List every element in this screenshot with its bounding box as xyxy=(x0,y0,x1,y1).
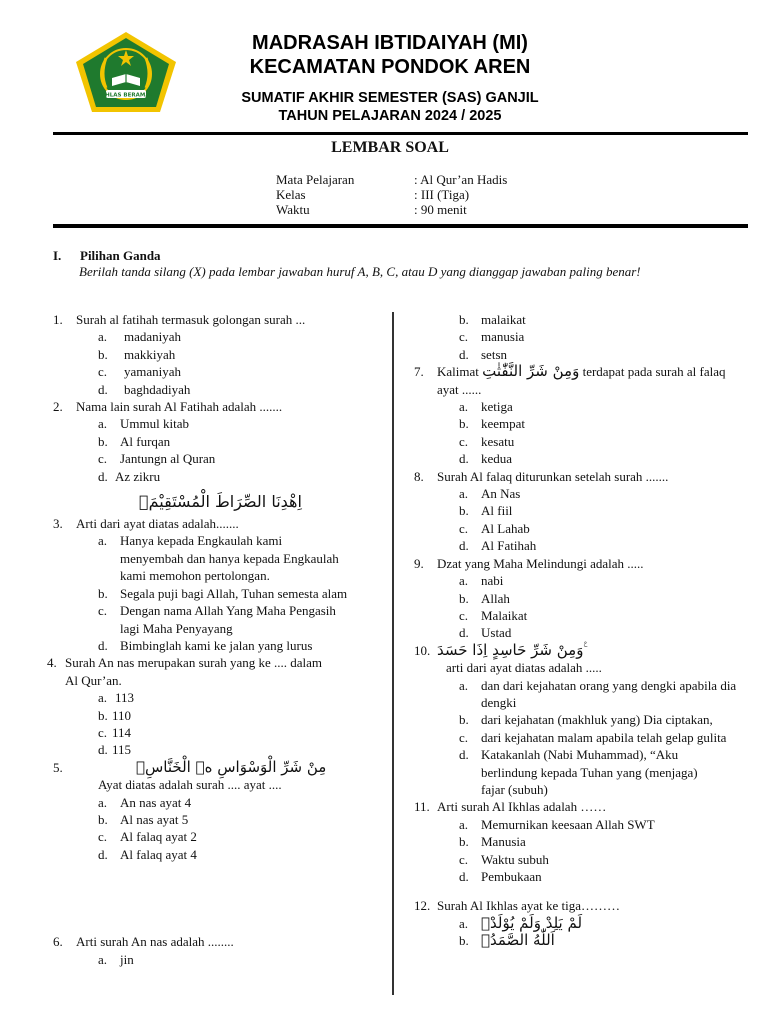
option-text: malaikat xyxy=(481,312,526,327)
option xyxy=(53,415,388,432)
option-text: An Nas xyxy=(481,486,521,502)
question-text xyxy=(437,363,744,398)
question-text: Dzat yang Maha Melindungi adalah ..... xyxy=(437,555,644,571)
option-letter: c. xyxy=(98,603,108,619)
option xyxy=(53,828,388,845)
option-letter: b. xyxy=(459,312,469,327)
option-letter: a. xyxy=(459,399,469,415)
school-name-line1: MADRASAH IBTIDAIYAH (MI) xyxy=(252,32,528,54)
option-text: Al Lahab xyxy=(481,520,530,536)
option xyxy=(53,363,388,380)
option-text: Malaikat xyxy=(481,607,528,623)
question-number: 7. xyxy=(414,364,424,380)
question-text: Surah Al Ikhlas ayat ke tiga……… xyxy=(437,898,621,914)
school-name-line2: KECAMATAN PONDOK AREN xyxy=(249,56,531,78)
question-number: 5. xyxy=(53,759,63,775)
option-text: Memurnikan keesaan Allah SWT xyxy=(481,816,655,832)
option-letter: c. xyxy=(98,451,108,467)
option-letter: b. xyxy=(459,416,469,432)
option-text: Segala puji bagi Allah, Tuhan semesta alam xyxy=(120,585,348,601)
question-7 xyxy=(414,363,744,398)
option xyxy=(414,572,744,589)
option xyxy=(53,433,388,450)
option-letter: a. xyxy=(459,677,469,693)
info-value: : III (Tiga) xyxy=(414,187,470,202)
option-letter: c. xyxy=(459,607,469,623)
option-text: Waktu subuh xyxy=(481,851,549,867)
option-letter: b. xyxy=(98,346,108,362)
option xyxy=(53,532,388,584)
option-letter: c. xyxy=(459,433,469,449)
option-text: Jantungn al Quran xyxy=(120,451,216,467)
option xyxy=(53,637,388,654)
spacer xyxy=(53,863,388,933)
question-5 xyxy=(53,759,388,776)
question-number: 9. xyxy=(414,555,424,571)
option-letter: a. xyxy=(98,329,108,345)
exam-title-line1: SUMATIF AKHIR SEMESTER (SAS) GANJIL xyxy=(241,90,539,106)
option xyxy=(414,624,744,641)
option xyxy=(414,711,744,728)
option-letter: a. xyxy=(98,533,108,549)
option-letter: c. xyxy=(459,329,469,345)
option-letter: a. xyxy=(459,915,469,931)
question-6 xyxy=(53,933,388,950)
option-text: Al falaq ayat 2 xyxy=(120,829,197,845)
option-text: Al nas ayat 5 xyxy=(120,811,189,827)
option xyxy=(414,729,744,746)
option-text: 115 xyxy=(112,742,132,758)
option-text: manusia xyxy=(481,329,525,345)
option-letter: d. xyxy=(459,451,469,467)
info-row-subject xyxy=(276,172,507,187)
question-number: 2. xyxy=(53,399,63,415)
question-8 xyxy=(414,468,744,485)
option-letter: a. xyxy=(98,690,108,706)
option xyxy=(53,346,388,363)
option-text: Al fiil xyxy=(481,503,513,519)
option xyxy=(53,951,388,968)
question-text: Surah Al falaq diturunkan setelah surah ....... xyxy=(437,468,669,484)
option xyxy=(414,537,744,554)
ayah-text: وَمِنْ شَرِّ حَاسِدٍ اِذَا حَسَدَ ࣖ xyxy=(437,640,588,659)
question-4 xyxy=(47,654,388,689)
option xyxy=(53,724,388,741)
option-letter: c. xyxy=(98,364,108,380)
info-value: : Al Qur’an Hadis xyxy=(414,172,508,187)
question-9 xyxy=(414,555,744,572)
question-12 xyxy=(414,897,744,914)
option-letter: c. xyxy=(98,724,108,740)
question-text: Surah al fatihah termasuk golongan surah ... xyxy=(76,312,306,327)
option xyxy=(414,485,744,502)
option-letter: b. xyxy=(98,585,108,601)
option-text: Dengan nama Allah Yang Maha Pengasih lagi Maha Penyayang xyxy=(120,603,336,636)
info-key: Kelas xyxy=(276,187,306,202)
option xyxy=(53,741,388,758)
option-text: Manusia xyxy=(481,834,526,850)
option-letter: d. xyxy=(98,637,108,653)
option-letter: d. xyxy=(459,625,469,641)
option-letter: b. xyxy=(459,933,469,949)
option xyxy=(414,346,744,363)
question-number: 6. xyxy=(53,934,63,950)
question-3 xyxy=(53,515,388,532)
option-text: madaniyah xyxy=(124,329,182,345)
option-text: baghdadiyah xyxy=(124,381,191,397)
option-text: setsn xyxy=(481,346,507,362)
option-text: nabi xyxy=(481,573,504,589)
ayah-text: مِنْ شَرِّ الْوَسْوَاسِ ەۙ الْخَنَّاسِۖ xyxy=(136,757,327,776)
option-letter: a. xyxy=(459,816,469,832)
exam-title-line2: TAHUN PELAJARAN 2024 / 2025 xyxy=(278,108,502,124)
option xyxy=(53,381,388,398)
section-instruction: Berilah tanda silang (X) pada lembar jawaban huruf A, B, C, atau D yang dianggap jawaban paling benar! xyxy=(79,264,641,279)
option-letter: d. xyxy=(459,747,469,763)
option xyxy=(414,520,744,537)
option xyxy=(53,846,388,863)
option-letter: a. xyxy=(98,416,108,432)
option-letter: a. xyxy=(98,794,108,810)
svg-text:IKHLAS BERAMAL: IKHLAS BERAMAL xyxy=(98,92,154,99)
question-text-prefix: Kalimat xyxy=(437,364,479,380)
option-letter: a. xyxy=(459,573,469,589)
option xyxy=(53,602,388,637)
option xyxy=(414,450,744,467)
option-text: Al furqan xyxy=(120,433,171,449)
option-text: makkiyah xyxy=(124,346,176,362)
option-text: kedua xyxy=(481,451,513,467)
option-letter: d. xyxy=(459,538,469,554)
option-text: Ummul kitab xyxy=(120,416,189,432)
option-letter: b. xyxy=(459,834,469,850)
section-heading xyxy=(53,248,161,264)
spacer xyxy=(414,885,744,897)
question-11 xyxy=(414,798,744,815)
option-letter: b. xyxy=(459,590,469,606)
ayah-text: اِهْدِنَا الصِّرَاطَ الْمُسْتَقِيْمَۙ xyxy=(139,492,302,512)
info-value: : 90 menit xyxy=(414,202,467,217)
option-letter: a. xyxy=(98,951,108,967)
option-letter: d. xyxy=(98,468,108,484)
question-text: Ayat diatas adalah surah .... ayat .... xyxy=(98,777,282,793)
question-text: Nama lain surah Al Fatihah adalah ....... xyxy=(76,399,283,415)
option-text: kesatu xyxy=(481,433,515,449)
option-letter: c. xyxy=(98,829,108,845)
option-text: ketiga xyxy=(481,399,513,415)
option-letter: b. xyxy=(98,811,108,827)
question-text-suffix: terdapat pada surah al falaq ayat ...... xyxy=(437,364,726,397)
question-2 xyxy=(53,398,388,415)
option xyxy=(414,502,744,519)
option xyxy=(414,677,744,712)
option-text: اَللّٰهُ الصَّمَدُۚ xyxy=(481,931,555,950)
option-letter: d. xyxy=(459,869,469,884)
option-text: Katakanlah (Nabi Muhammad), “Aku berlindung kepada Tuhan yang (menjaga) fajar (subuh) xyxy=(481,747,698,797)
question-number: 10. xyxy=(414,642,431,658)
option xyxy=(53,794,388,811)
option-text: An nas ayat 4 xyxy=(120,794,192,810)
option xyxy=(414,932,744,949)
option-text: Hanya kepada Engkaulah kami menyembah dan hanya kepada Engkaulah kami memohon pertolongan. xyxy=(120,533,339,584)
exam-info xyxy=(276,172,507,217)
question-text: arti dari ayat diatas adalah ..... xyxy=(446,660,602,676)
option xyxy=(414,833,744,850)
option-text: Az zikru xyxy=(115,468,161,484)
info-key: Waktu xyxy=(276,202,310,217)
question-column-right xyxy=(414,311,744,950)
option-letter: c. xyxy=(459,729,469,745)
option-text: Al Fatihah xyxy=(481,538,537,554)
option-text: لَمْ يَلِدْ وَلَمْ يُوْلَدْۙ xyxy=(481,913,583,932)
option xyxy=(53,450,388,467)
info-row-class xyxy=(276,187,507,202)
option xyxy=(414,607,744,624)
question-text: Arti dari ayat diatas adalah....... xyxy=(76,516,239,532)
option xyxy=(53,689,388,706)
option xyxy=(414,398,744,415)
info-key: Mata Pelajaran xyxy=(276,172,355,187)
section-number: I. xyxy=(53,248,62,263)
option xyxy=(53,468,388,485)
ayah-text: وَمِنْ شَرِّ النَّفّٰثٰتِ xyxy=(482,362,580,381)
option-letter: c. xyxy=(459,520,469,536)
header-rule-top xyxy=(53,132,748,135)
option xyxy=(414,328,744,345)
option xyxy=(53,811,388,828)
option-text: jin xyxy=(120,951,134,967)
question-10 xyxy=(414,642,744,659)
question-column-left xyxy=(47,311,388,968)
option-text: Pembukaan xyxy=(481,869,542,884)
option-text: keempat xyxy=(481,416,526,432)
option-text: 110 xyxy=(112,707,132,723)
question-number: 11. xyxy=(414,799,430,815)
option-letter: c. xyxy=(459,851,469,867)
column-divider xyxy=(392,312,394,995)
info-row-time xyxy=(276,202,507,217)
question-text: Arti surah An nas adalah ........ xyxy=(76,934,234,950)
question-number: 8. xyxy=(414,468,424,484)
option xyxy=(414,851,744,868)
option-letter: d. xyxy=(98,846,108,862)
question-text: Surah An nas merupakan surah yang ke .... dalam Al Qur’an. xyxy=(65,655,323,688)
option-text: yamaniyah xyxy=(124,364,182,380)
school-name xyxy=(190,31,590,79)
header-rule-bottom xyxy=(53,224,748,228)
question-number: 1. xyxy=(53,312,63,327)
option xyxy=(414,433,744,450)
sheet-title: LEMBAR SOAL xyxy=(331,139,449,156)
question-text: Arti surah Al Ikhlas adalah …… xyxy=(437,799,607,815)
exam-title xyxy=(190,89,590,125)
option-text: Ustad xyxy=(481,625,512,641)
option-letter: d. xyxy=(98,742,108,758)
option xyxy=(53,585,388,602)
option xyxy=(414,915,744,932)
option-letter: b. xyxy=(98,433,108,449)
option-letter: b. xyxy=(459,503,469,519)
option xyxy=(53,707,388,724)
option xyxy=(414,590,744,607)
option-text: Bimbinglah kami ke jalan yang lurus xyxy=(120,637,313,653)
option xyxy=(414,415,744,432)
option-letter: b. xyxy=(459,712,469,728)
option-text: Allah xyxy=(481,590,510,606)
option xyxy=(414,746,744,798)
option-text: dan dari kejahatan orang yang dengki apabila dia dengki xyxy=(481,677,737,710)
option xyxy=(414,868,744,885)
option-letter: d. xyxy=(98,381,108,397)
option-text: dari kejahatan (makhluk yang) Dia ciptakan, xyxy=(481,712,713,728)
option-text: Al falaq ayat 4 xyxy=(120,846,197,862)
option-letter: b. xyxy=(98,707,108,723)
section-title: Pilihan Ganda xyxy=(80,248,161,263)
option xyxy=(414,311,744,328)
question-number: 4. xyxy=(47,655,57,671)
option-text: 113 xyxy=(115,690,135,706)
option-letter: d. xyxy=(459,346,469,362)
option xyxy=(414,816,744,833)
question-number: 3. xyxy=(53,516,63,532)
question-number: 12. xyxy=(414,898,431,914)
question-1 xyxy=(53,311,388,328)
option-text: dari kejahatan malam apabila telah gelap gulita xyxy=(481,729,727,745)
option-letter: a. xyxy=(459,486,469,502)
option xyxy=(53,328,388,345)
kemenag-logo xyxy=(72,30,180,114)
option-text: 114 xyxy=(112,724,132,740)
